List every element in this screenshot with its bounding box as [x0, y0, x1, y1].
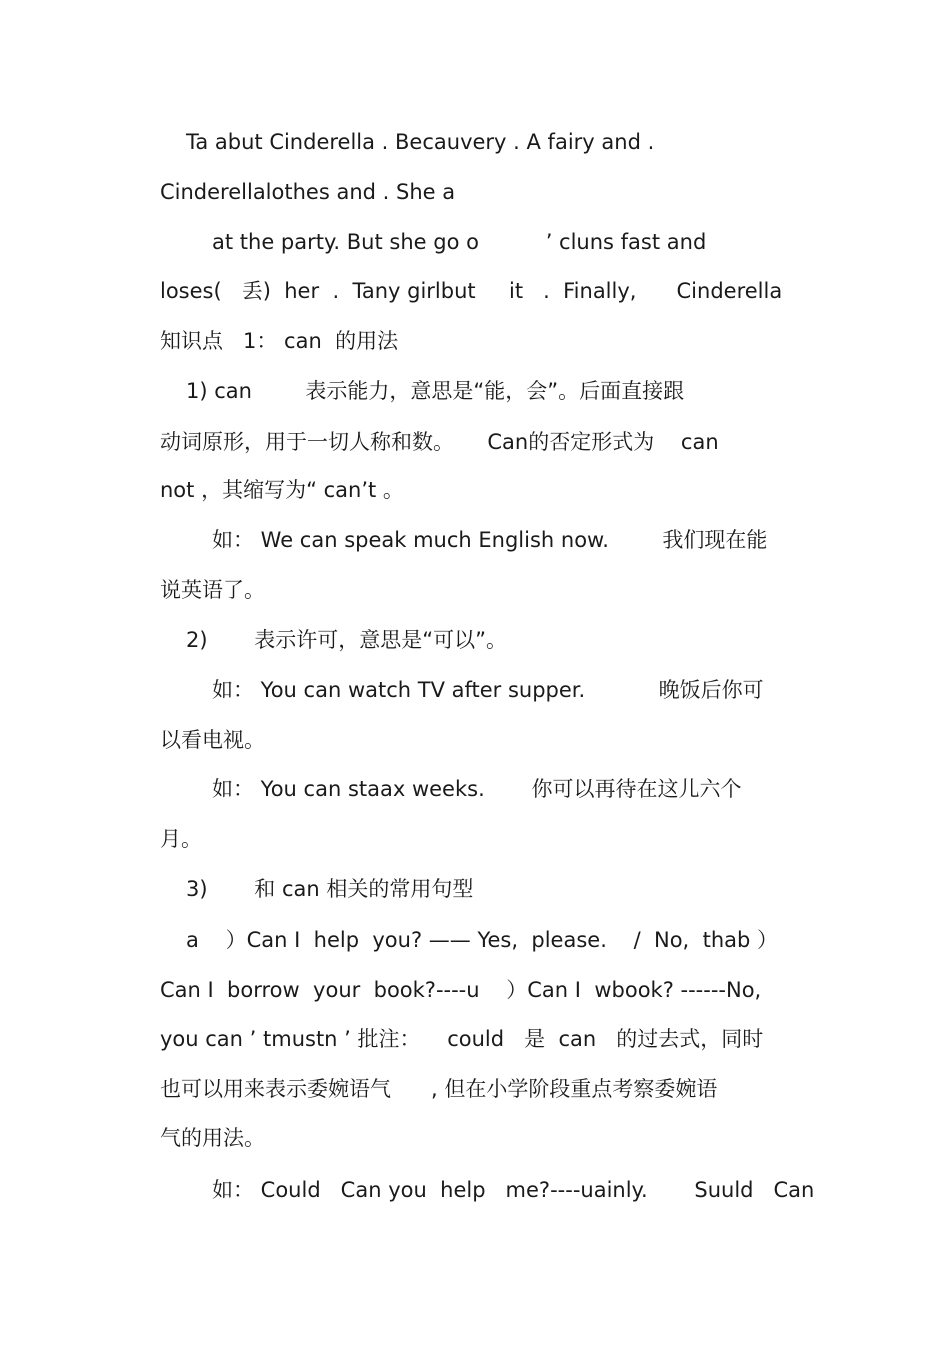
- text-line-4: loses( 丢) her . Tany girlbut it . Finally, Cinderella: [160, 279, 783, 303]
- text-line-20: 也可以用来表示委婉语气 , 但在小学阶段重点考察委婉语: [160, 1077, 718, 1101]
- text-line-7: 动词原形，用于一切人称和数。 Can的否定形式为 can: [160, 430, 719, 454]
- text-line-1: Ta abut Cinderella . Becauvery . A fairy and .: [186, 130, 655, 154]
- text-line-8: not ，其缩写为“ can’t 。: [160, 478, 404, 502]
- example-line-1: 如： We can speak much English now. 我们现在能: [212, 528, 768, 552]
- text-line-2: Cinderellalothes and . She a: [160, 180, 456, 204]
- text-line-16: 3) 和 can 相关的常用句型: [186, 877, 474, 901]
- text-line-21: 气的用法。: [160, 1126, 265, 1150]
- text-line-19: you can ’ tmustn ’ 批注： could 是 can 的过去式，同时: [160, 1027, 764, 1051]
- text-line-13: 以看电视。: [160, 728, 265, 752]
- text-line-11: 2) 表示许可，意思是“可以”。: [186, 628, 508, 652]
- example-line-3: 如： You can staax weeks. 你可以再待在这儿六个: [212, 777, 742, 801]
- text-line-10: 说英语了。: [160, 578, 265, 602]
- example-line-2: 如： You can watch TV after supper. 晚饭后你可: [212, 678, 764, 702]
- example-line-4: 如： Could Can you help me?----uainly. Suuld Can: [212, 1178, 815, 1202]
- section-heading: 知识点 1： can 的用法: [160, 329, 399, 353]
- text-line-15: 月。: [160, 827, 202, 851]
- text-line-17: a ）Can I help you? —— Yes, please. / No, thab ）: [186, 928, 778, 952]
- text-line-18: Can I borrow your book?----u ）Can I wbook? ------No,: [160, 978, 762, 1002]
- text-line-3: at the party. But she go o ’ cluns fast and: [212, 230, 707, 254]
- text-line-6: 1) can 表示能力，意思是“能，会”。后面直接跟: [186, 379, 685, 403]
